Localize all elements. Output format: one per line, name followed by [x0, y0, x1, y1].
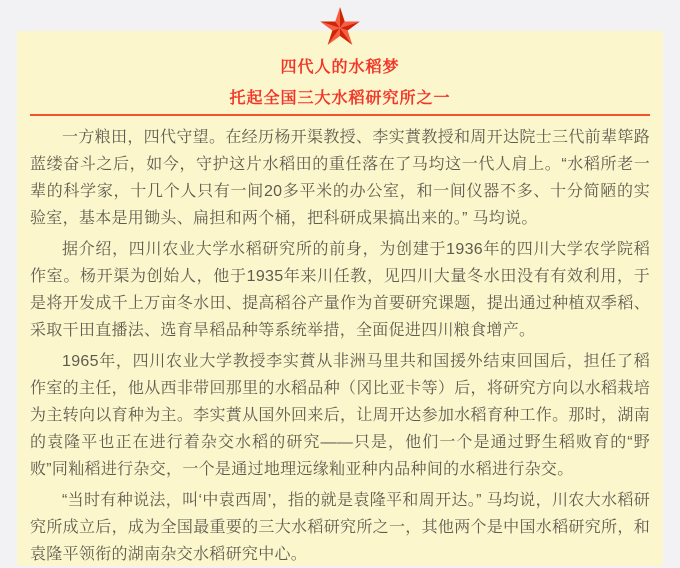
article-subtitle: 托起全国三大水稻研究所之一	[229, 90, 451, 107]
article-panel	[17, 31, 663, 566]
divider	[30, 114, 650, 116]
red-star-icon	[318, 6, 362, 50]
paragraph: “当时有种说法，叫‘中袁西周’，指的就是袁隆平和周开达。” 马均说，川农大水稻研究所成立后，成为全国最重要的三大水稻研究所之一，其他两个是中国水稻研究所，和袁隆平领衔的湖南杂交水稻研究中心。	[30, 492, 650, 563]
paragraph: 据介绍，四川农业大学水稻研究所的前身，为创建于1936年的四川大学农学院稻作室。杨开渠为创始人，他于1935年来川任教，见四川大量冬水田没有有效利用，于是将开发成千上万亩冬水田、提高稻谷产量作为首要研究课题，提出通过种植双季稻、采取干田直播法、选育旱稻品种等系统举措，全面促进四川粮食增产。	[30, 241, 650, 339]
paragraph: 1965年，四川农业大学教授李实蕡从非洲马里共和国援外结束回国后，担任了稻作室的主任，他从西非带回那里的水稻品种（冈比亚卡等）后，将研究方向以水稻栽培为主转向以育种为主。李实蕡从国外回来后，让周开达参加水稻育种工作。那时，湖南的袁隆平也正在进行着杂交水稻的研究——只是，他们一个是通过野生稻败育的“野败”同籼稻进行杂交，一个是通过地理远缘籼亚种内品种间的水稻进行杂交。	[30, 353, 650, 478]
paragraph: 一方粮田，四代守望。在经历杨开渠教授、李实蕡教授和周开达院士三代前辈筚路蓝缕奋斗之后，如今，守护这片水稻田的重任落在了马均这一代人肩上。“水稻所老一辈的科学家，十几个人只有一间20多平米的办公室，和一间仪器不多、十分简陋的实验室，基本是用锄头、扁担和两个桶，把科研成果搞出来的。” 马均说。	[30, 129, 650, 227]
article-body	[30, 124, 650, 568]
article-title: 四代人的水稻梦	[280, 59, 400, 76]
